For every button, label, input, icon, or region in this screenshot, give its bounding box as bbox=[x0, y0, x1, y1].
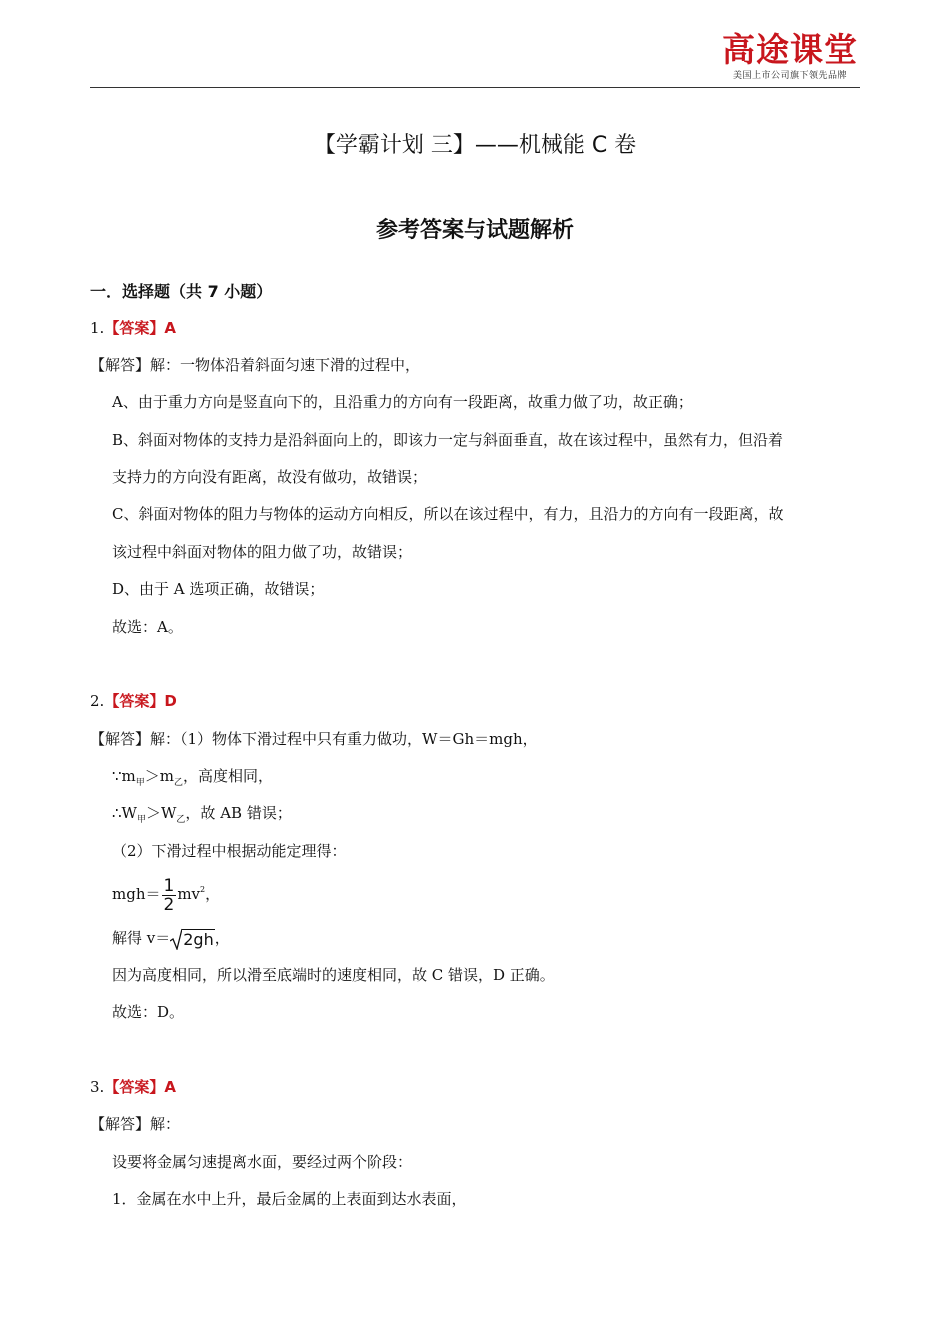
q2-velocity-equation bbox=[112, 926, 230, 950]
q3-solution-intro bbox=[90, 1114, 180, 1134]
q1-jieda-label: 【解答】 bbox=[90, 356, 151, 374]
q2-therefore-line bbox=[112, 803, 292, 826]
q1-line: D、由于 A 选项正确，故错误； bbox=[112, 580, 325, 598]
q1-line: C、斜面对物体的阻力与物体的运动方向相反，所以在该过程中，有力，且沿力的方向有一段距离，故 bbox=[112, 505, 784, 523]
therefore-suffix: ，故 AB 错误； bbox=[185, 804, 292, 822]
q3-jieda-text: 解： bbox=[150, 1115, 181, 1133]
q2-energy-equation bbox=[112, 871, 220, 920]
subscript: 乙 bbox=[174, 778, 184, 788]
therefore-mid: ＞W bbox=[145, 804, 177, 822]
therefore-prefix: ∴W bbox=[112, 804, 137, 822]
q1-answer-line bbox=[90, 318, 176, 338]
q3-jieda-label: 【解答】 bbox=[90, 1115, 151, 1133]
q1-line: 支持力的方向没有距离，故没有做功，故错误； bbox=[112, 468, 428, 486]
q2-conclusion: 因为高度相同，所以滑至底端时的速度相同，故 C 错误，D 正确。 bbox=[112, 966, 555, 984]
page-title: 【学霸计划 三】——机械能 C 卷 bbox=[313, 133, 637, 158]
fraction-numerator: 1 bbox=[163, 875, 175, 896]
because-suffix: ，高度相同， bbox=[183, 767, 274, 785]
because-prefix: ∵m bbox=[112, 767, 136, 785]
equation-lhs: mgh＝ bbox=[112, 885, 161, 903]
q3-line: 1．金属在水中上升，最后金属的上表面到达水表面， bbox=[112, 1190, 467, 1208]
q1-solution-intro bbox=[90, 355, 420, 375]
equation-prefix: 解得 v＝ bbox=[112, 929, 171, 947]
fraction bbox=[162, 877, 177, 914]
equation-tail: ， bbox=[214, 929, 230, 947]
q1-line: A、由于重力方向是竖直向下的，且沿重力的方向有一段距离，故重力做了功，故正确； bbox=[112, 393, 693, 411]
logo-tagline: 美国上市公司旗下领先品牌 bbox=[732, 71, 847, 81]
q2-solution-intro bbox=[90, 729, 538, 749]
q3-number: 3. bbox=[90, 1078, 105, 1096]
q2-jieda-text: 解：（1）物体下滑过程中只有重力做功，W＝Gh＝mgh， bbox=[150, 730, 538, 748]
equation-tail: ， bbox=[205, 885, 221, 903]
q3-answer-line bbox=[90, 1077, 176, 1097]
q2-step2: （2）下滑过程中根据动能定理得： bbox=[112, 842, 347, 860]
q2-answer: 【答案】D bbox=[104, 692, 177, 710]
q2-number: 2. bbox=[90, 692, 105, 710]
q2-answer-line bbox=[90, 691, 177, 711]
q1-select: 故选：A。 bbox=[112, 618, 183, 636]
brand-logo bbox=[720, 30, 860, 82]
q3-line: 设要将金属匀速提离水面，要经过两个阶段： bbox=[112, 1153, 413, 1171]
section-heading: 一．选择题（共 7 小题） bbox=[90, 282, 273, 301]
equation-rhs: mv bbox=[177, 885, 201, 903]
superscript: 2 bbox=[200, 885, 206, 894]
q2-select: 故选：D。 bbox=[112, 1003, 185, 1021]
header-divider bbox=[90, 87, 860, 88]
radical-sign-icon bbox=[170, 928, 182, 950]
because-mid: ＞m bbox=[144, 767, 175, 785]
q1-jieda-text: 解：一物体沿着斜面匀速下滑的过程中， bbox=[150, 356, 421, 374]
subscript: 甲 bbox=[136, 815, 146, 825]
subscript: 乙 bbox=[176, 815, 186, 825]
q1-number: 1. bbox=[90, 319, 105, 337]
q1-line: 该过程中斜面对物体的阻力做了功，故错误； bbox=[112, 543, 413, 561]
q2-jieda-label: 【解答】 bbox=[90, 730, 151, 748]
radicand: 2gh bbox=[183, 930, 214, 949]
logo-main-text: 高途课堂 bbox=[722, 30, 858, 69]
q1-line: B、斜面对物体的支持力是沿斜面向上的，即该力一定与斜面垂直，故在该过程中，虽然有力，但沿着 bbox=[112, 431, 784, 449]
q2-because-line bbox=[112, 766, 273, 789]
fraction-denominator: 2 bbox=[163, 894, 175, 915]
subscript: 甲 bbox=[135, 778, 145, 788]
sqrt-symbol bbox=[170, 928, 214, 950]
q1-answer: 【答案】A bbox=[104, 319, 176, 337]
page-subtitle: 参考答案与试题解析 bbox=[375, 218, 574, 243]
q3-answer: 【答案】A bbox=[104, 1078, 176, 1096]
